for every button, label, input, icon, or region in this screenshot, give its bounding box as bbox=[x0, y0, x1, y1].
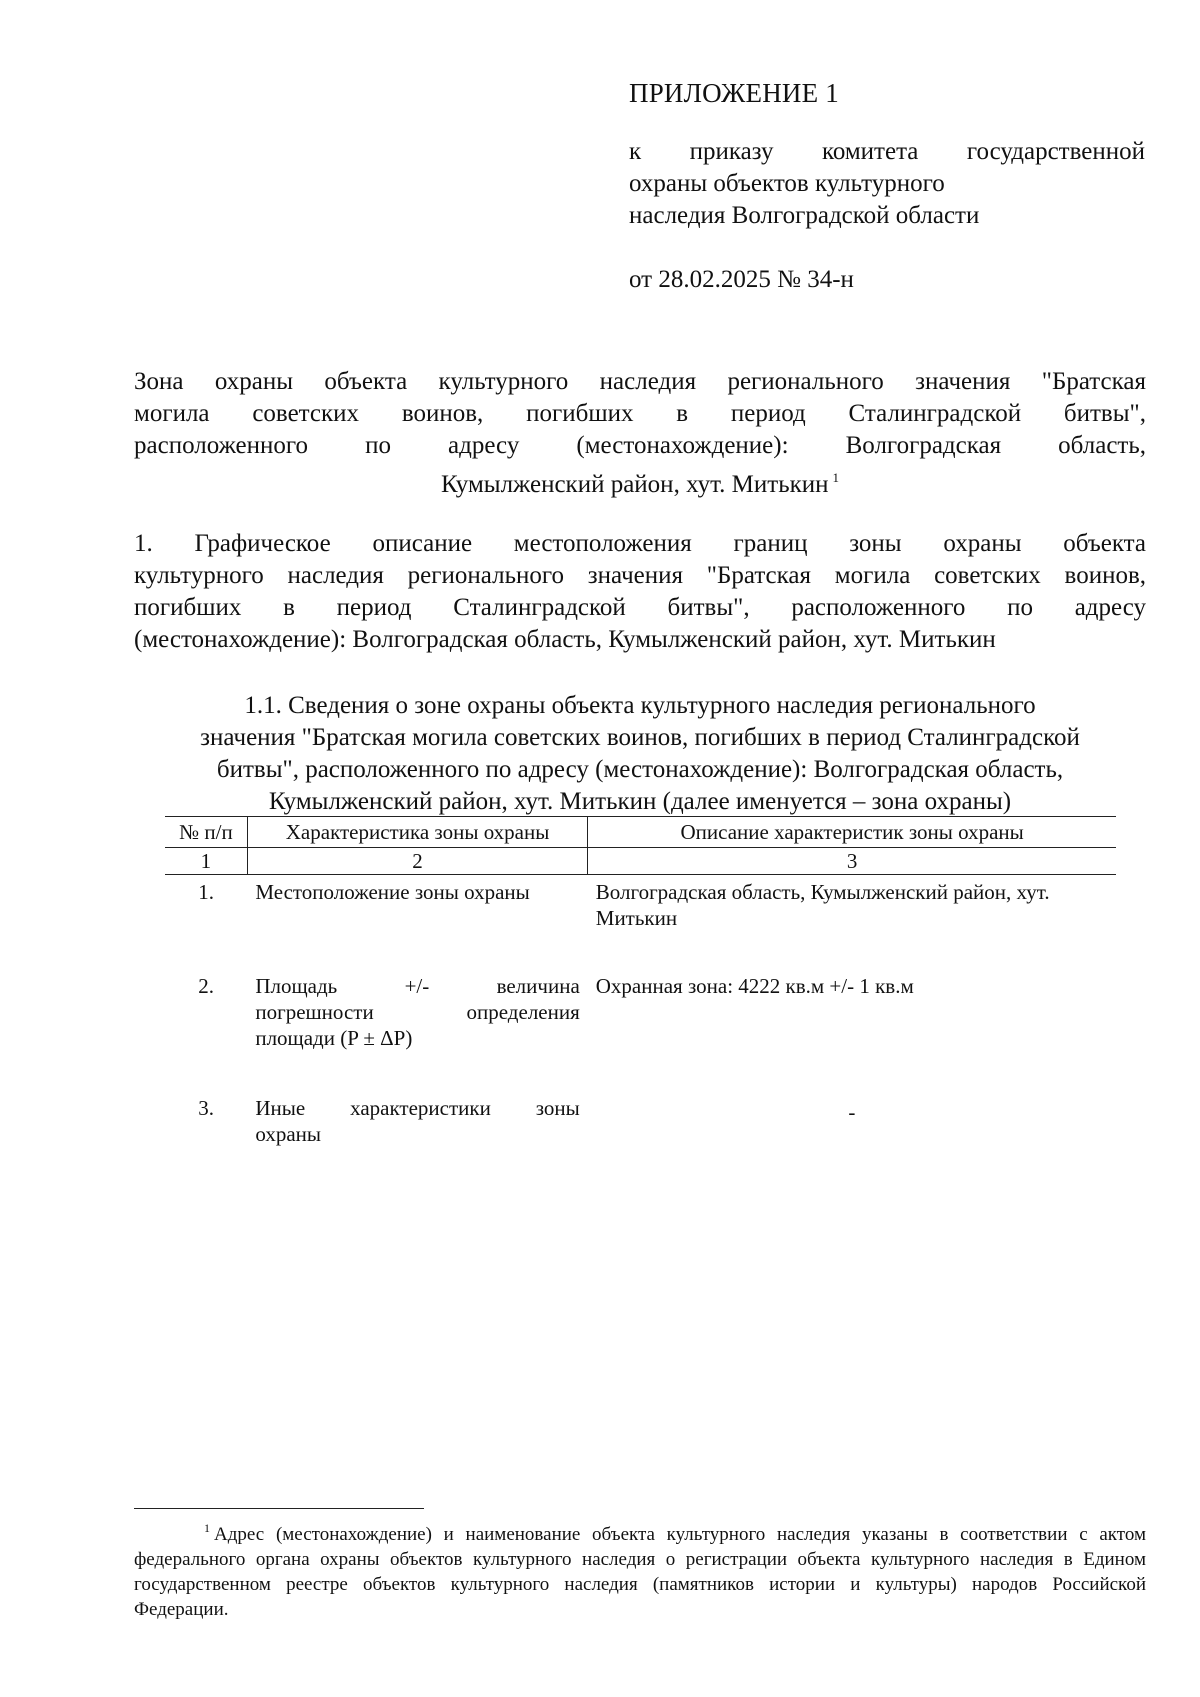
section-1-line: погибших в период Сталинградской битвы", расположенного по адресу bbox=[134, 594, 1146, 621]
table-row bbox=[165, 969, 1116, 1091]
row-description: Охранная зона: 4222 кв.м +/- 1 кв.м bbox=[595, 974, 914, 998]
zone-title bbox=[134, 366, 1146, 501]
header-characteristic: Характеристика зоны охраны bbox=[247, 817, 587, 848]
row-description: Волгоградская область, Кумылженский район, хут. Митькин bbox=[595, 880, 1050, 930]
subsection-1-1-heading bbox=[134, 690, 1146, 818]
row-number: 3. bbox=[198, 1096, 215, 1120]
footnote-line bbox=[134, 1516, 1146, 1547]
zone-characteristics-table bbox=[165, 816, 1116, 1149]
zone-title-line: расположенного по адресу (местонахождение): Волгоградская область, bbox=[134, 432, 1146, 459]
row-characteristic: Местоположение зоны охраны bbox=[255, 880, 530, 904]
footnote-line: федерального органа охраны объектов культурного наследия о регистрации объекта культурного наследия в Едином bbox=[134, 1549, 1146, 1570]
subsection-line: битвы", расположенного по адресу (местонахождение): Волгоградская область, bbox=[216, 756, 1064, 783]
table-header-row bbox=[165, 817, 1116, 848]
footnote bbox=[134, 1516, 1146, 1622]
annex-title: ПРИЛОЖЕНИЕ 1 bbox=[629, 78, 839, 108]
footnote-line-text: Адрес (местонахождение) и наименование объекта культурного наследия указаны в соответствии с актом bbox=[214, 1524, 1146, 1545]
row-number: 2. bbox=[198, 974, 215, 998]
footnote-line: государственном реестре объектов культурного наследия (памятников истории и культуры) народов Российской bbox=[134, 1574, 1146, 1595]
zone-title-line: Зона охраны объекта культурного наследия регионального значения "Братская bbox=[134, 368, 1146, 395]
row-characteristic bbox=[247, 1091, 587, 1149]
footnote-mark: 1 bbox=[204, 1521, 210, 1535]
column-number: 3 bbox=[588, 848, 1116, 875]
table-column-numbers-row bbox=[165, 848, 1116, 875]
subsection-line: Кумылженский район, хут. Митькин (далее именуется – зона охраны) bbox=[268, 788, 1012, 815]
table-row bbox=[165, 1091, 1116, 1149]
footnote-line: Федерации. bbox=[134, 1599, 229, 1620]
row-description: - bbox=[848, 1100, 856, 1124]
annex-ref-line: к приказу комитета государственной bbox=[629, 138, 1145, 165]
table-row bbox=[165, 875, 1116, 970]
row-characteristic-line: Площадь +/- величина bbox=[255, 974, 580, 998]
column-number: 2 bbox=[247, 848, 587, 875]
row-number: 1. bbox=[198, 880, 215, 904]
header-description: Описание характеристик зоны охраны bbox=[588, 817, 1116, 848]
annex-date: от 28.02.2025 № 34-н bbox=[629, 266, 854, 293]
row-characteristic bbox=[247, 969, 587, 1091]
footnote-reference[interactable]: 1 bbox=[832, 470, 839, 485]
row-characteristic-line: площади (P ± ΔP) bbox=[255, 1026, 413, 1050]
row-characteristic-line: охраны bbox=[255, 1122, 321, 1146]
subsection-line: 1.1. Сведения о зоне охраны объекта культурного наследия регионального bbox=[244, 692, 1036, 719]
section-1-line: 1. Графическое описание местоположения границ зоны охраны объекта bbox=[134, 530, 1146, 557]
footnote-separator bbox=[134, 1508, 424, 1509]
subsection-line: значения "Братская могила советских воинов, погибших в период Сталинградской bbox=[200, 724, 1080, 751]
header-number: № п/п bbox=[165, 817, 247, 848]
column-number: 1 bbox=[165, 848, 247, 875]
annex-ref-line: охраны объектов культурного bbox=[629, 170, 945, 197]
row-characteristic-line: погрешности определения bbox=[255, 1000, 580, 1024]
section-1-heading bbox=[134, 528, 1146, 656]
section-1-line: (местонахождение): Волгоградская область, Кумылженский район, хут. Митькин bbox=[134, 626, 996, 653]
annex-ref-line: наследия Волгоградской области bbox=[629, 202, 980, 229]
row-characteristic-line: Иные характеристики зоны bbox=[255, 1096, 580, 1120]
section-1-line: культурного наследия регионального значения "Братская могила советских воинов, bbox=[134, 562, 1146, 589]
zone-title-line-text: Кумылженский район, хут. Митькин bbox=[440, 471, 829, 498]
zone-title-line: могила советских воинов, погибших в период Сталинградской битвы", bbox=[134, 400, 1146, 427]
annex-reference bbox=[629, 136, 1145, 232]
zone-title-line bbox=[134, 462, 1146, 501]
